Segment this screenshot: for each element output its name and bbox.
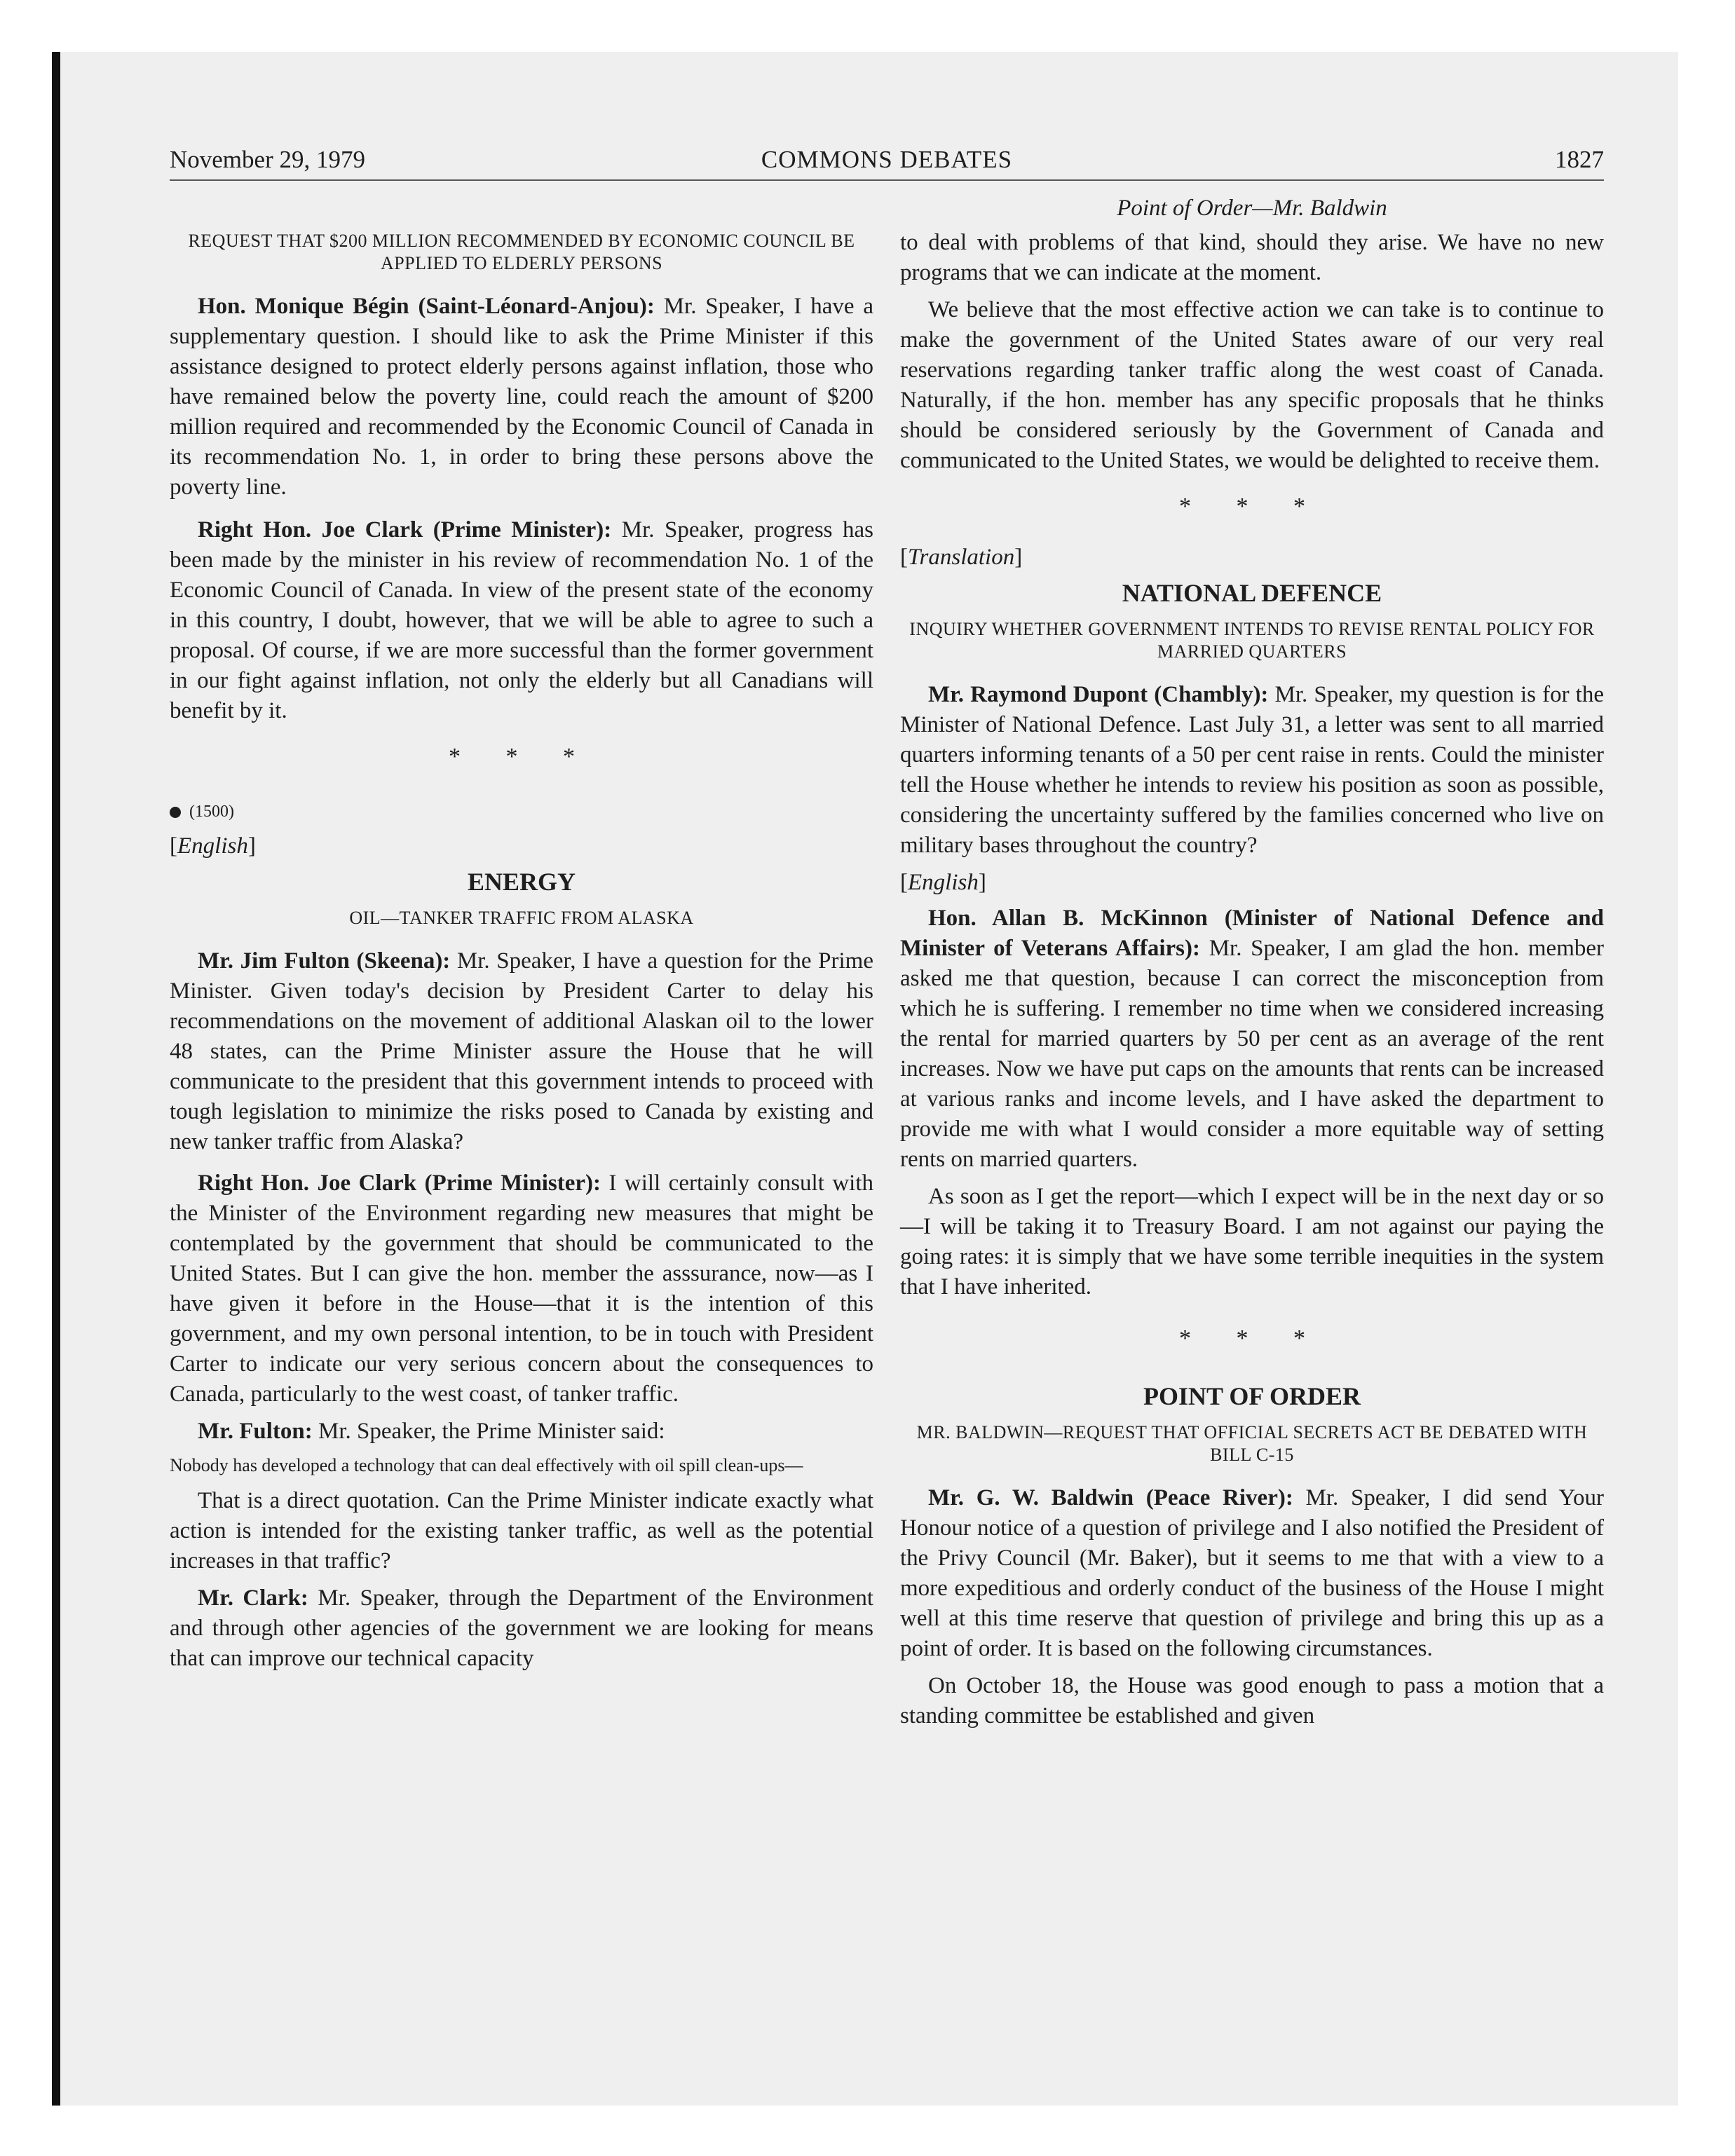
paragraph-clark-2 <box>170 1168 873 1410</box>
speaker-name: Mr. Fulton: <box>198 1419 313 1444</box>
speech-text: Mr. Speaker, through the Department of the Environment and through other agencies of the government we are looking for means that can improve our technical capacity <box>170 1585 873 1671</box>
heading-energy: ENERGY <box>467 868 576 896</box>
paragraph-mckinnon-1 <box>900 903 1604 1175</box>
section-separator: * * * <box>1179 1325 1325 1351</box>
paragraph-baldwin-2: On October 18, the House was good enough to pass a motion that a standing committee be established and given <box>900 1673 1604 1728</box>
speech-text: Mr. Speaker, the Prime Minister said: <box>312 1419 665 1444</box>
speech-text: Mr. Speaker, I have a question for the Prime Minister. Given today's decision by President Carter to delay his recommendations on the movement of additional Alaskan oil to the lower 48 states, can the Prime Minister assure the House that he will communicate to the president that this government intends to proceed with tough legislation to minimize the risks posed to Canada by existing and new tanker traffic from Alaska? <box>170 948 873 1154</box>
heading-national-defence: NATIONAL DEFENCE <box>1122 579 1382 607</box>
language-marker: [ English ] <box>900 868 1604 898</box>
left-column <box>170 193 873 1681</box>
subheading-tanker-traffic: OIL—TANKER TRAFFIC FROM ALASKA <box>349 908 694 928</box>
paragraph-baldwin-1 <box>900 1483 1604 1664</box>
header-title: COMMONS DEBATES <box>761 146 1013 173</box>
paragraph-fulton-1 <box>170 946 873 1157</box>
speaker-name: Hon. Monique Bégin (Saint-Léonard-Anjou): <box>198 294 655 319</box>
speaker-name: Mr. Raymond Dupont (Chambly): <box>928 682 1269 707</box>
speech-text: I will certainly consult with the Minister of the Environment regarding new measures that might be contemplated by the government that should be communicated to the United States. But I can give the hon. member the asssurance, now—as I have given it before in the House—that it is the intention of this government, and my own personal intention, to be in touch with President Carter to indicate our very serious concern about the consequences to Canada, particularly to the west coast, of tanker traffic. <box>170 1171 873 1407</box>
page-header <box>170 146 1604 182</box>
section-separator: * * * <box>449 744 594 770</box>
header-rule <box>170 179 1604 181</box>
paragraph-begin <box>170 292 873 503</box>
paragraph-mckinnon-2: As soon as I get the report—which I expect will be in the next day or so—I will be taking it to Treasury Board. I am not against our paying the going rates: it is simply that we have some terrible inequities in the system that I have inherited. <box>900 1184 1604 1299</box>
paragraph-clark-1 <box>170 515 873 726</box>
speaker-name: Mr. Clark: <box>198 1585 308 1611</box>
paragraph-fulton-3: That is a direct quotation. Can the Prime Minister indicate exactly what action is intended for the existing tanker traffic, as well as the potential increases in that traffic? <box>170 1488 873 1574</box>
scan-edge-bar <box>52 52 60 2106</box>
speech-text: Mr. Speaker, I have a supplementary question. I should like to ask the Prime Minister if this assistance designed to protect elderly persons against inflation, those who have remained below the poverty line, could reach the amount of $200 million required and recommended by the Economic Council of Canada in its recommendation No. 1, in order to bring these persons above the poverty line. <box>170 294 873 500</box>
speech-text: Mr. Speaker, I did send Your Honour notice of a question of privilege and I also notified the President of the Privy Council (Mr. Baker), but it seems to me that with a view to a more expeditious and orderly conduct of the business of the House I might well at this time reserve that question of privilege and bring this up as a point of order. It is based on the following circumstances. <box>900 1485 1604 1661</box>
running-head: Point of Order—Mr. Baldwin <box>1117 196 1387 221</box>
paragraph-fulton-2 <box>170 1417 873 1447</box>
speaker-name: Hon. Allan B. McKinnon (Minister of National Defence and Minister of Veterans Affairs): <box>900 906 1604 961</box>
bullet-dot <box>170 807 181 818</box>
paragraph-dupont <box>900 680 1604 861</box>
heading-point-of-order: POINT OF ORDER <box>1143 1382 1361 1410</box>
paragraph-clark-3 <box>170 1583 873 1674</box>
section-separator: * * * <box>1179 493 1325 519</box>
speech-text: Mr. Speaker, I am glad the hon. member asked me that question, because I can correct the misconception from which he is suffering. I remember no time when we considered increasing the rental for married quarters by 50 per cent as an average of the rent increases. Now we have put caps on the amounts that rents can be increased at various ranks and income levels, and I have asked the department to provide me with what I would consider a more equitable way of setting rents on married quarters. <box>900 936 1604 1172</box>
speech-text: Mr. Speaker, my question is for the Minister of National Defence. Last July 31, a letter was sent to all married quarters informing tenants of a 50 per cent raise in rents. Could the minister tell the House whether he intends to review his position as soon as possible, considering the uncertainty suffered by the families concerned who live on military bases throughout the country? <box>900 682 1604 858</box>
time-marker <box>170 797 873 827</box>
paragraph-continued: to deal with problems of that kind, should they arise. We have no new programs that we can indicate at the moment. <box>900 230 1604 285</box>
time-stamp: (1500) <box>189 803 234 821</box>
paragraph-clark-4: We believe that the most effective action we can take is to continue to make the government of the United States aware of our very real reservations regarding tanker traffic along the west coast of Canada. Naturally, if the hon. member has any specific proposals that he thinks should be considered seriously by the Government of Canada and communicated to the United States, we would be delighted to receive them. <box>900 297 1604 473</box>
right-column <box>900 193 1604 1738</box>
speaker-name: Right Hon. Joe Clark (Prime Minister): <box>198 1171 601 1196</box>
language-marker: [ Translation ] <box>900 543 1604 573</box>
subheading-elderly-request: REQUEST THAT $200 MILLION RECOMMENDED BY ECONOMIC COUNCIL BE APPLIED TO ELDERLY PERSONS <box>188 231 855 273</box>
speaker-name: Mr. G. W. Baldwin (Peace River): <box>928 1485 1293 1510</box>
header-page-number: 1827 <box>1555 146 1604 173</box>
speaker-name: Right Hon. Joe Clark (Prime Minister): <box>198 517 612 543</box>
speaker-name: Mr. Jim Fulton (Skeena): <box>198 948 451 974</box>
language-marker: [ English ] <box>170 831 873 861</box>
subheading-rental-policy: INQUIRY WHETHER GOVERNMENT INTENDS TO REVISE RENTAL POLICY FOR MARRIED QUARTERS <box>909 619 1595 662</box>
speech-text: Mr. Speaker, progress has been made by the minister in his review of recommendation No. 1 of the Economic Council of Canada. In view of the present state of the economy in this country, I doubt, however, that we will be able to agree to such a proposal. Of course, if we are more successful than the former government in our fight against inflation, not only the elderly but all Canadians will benefit by it. <box>170 517 873 723</box>
subheading-official-secrets: MR. BALDWIN—REQUEST THAT OFFICIAL SECRETS ACT BE DEBATED WITH BILL C-15 <box>916 1422 1588 1465</box>
header-date: November 29, 1979 <box>170 146 365 173</box>
block-quote: Nobody has developed a technology that can deal effectively with oil spill clean-ups— <box>170 1455 803 1475</box>
